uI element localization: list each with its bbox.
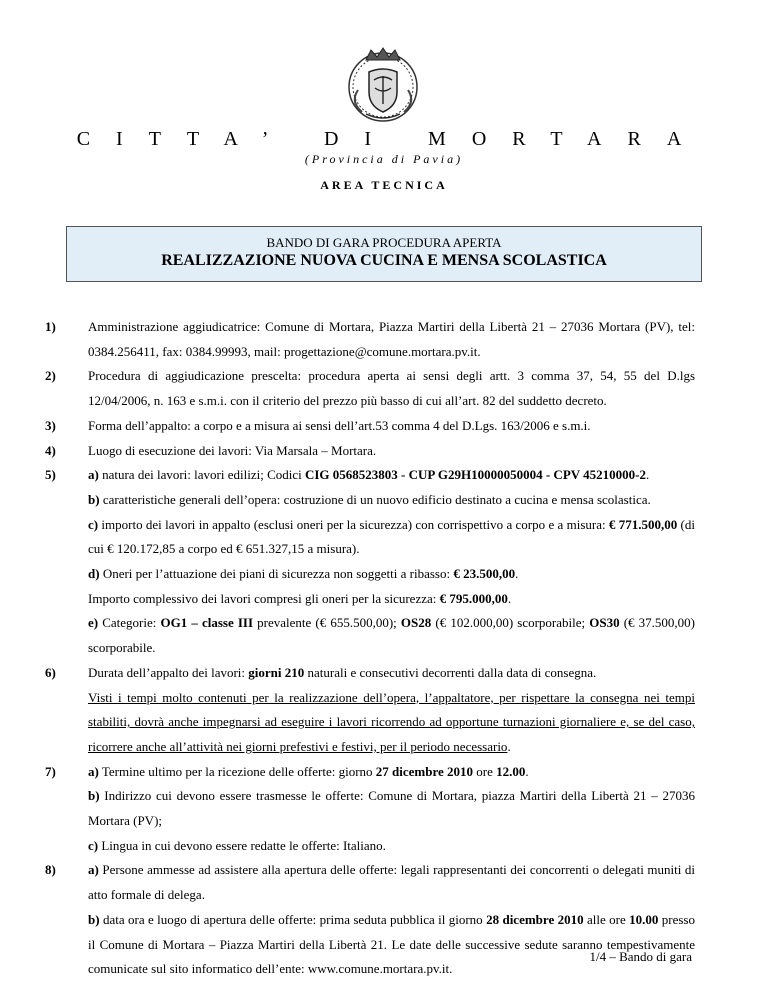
item-text: Luogo di esecuzione dei lavori: Via Marsala – Mortara. <box>88 442 377 458</box>
item-number: 5) <box>45 467 56 483</box>
item-text: a) natura dei lavori: lavori edilizi; Codici CIG 0568523803 - CUP G29H10000050004 - CPV 45210000-2. b) caratteristiche generali dell’opera: costruzione di un nuovo edificio destinato a cucina e mensa scolastica. c) importo dei lavori in appalto (esclusi oneri per la sicurezza) con corrispettivo a corpo e a misura: € 771.500,00 (di cui € 120.172,85 a corpo ed € 651.327,15 a misura). d) Oneri per l’attuazione dei piani di sicurezza non soggetti a ribasso: € 23.500,00. Importo complessivo dei lavori compresi gli oneri per la sicurezza: € 795.000,00. e) Categorie: OG1 – classe III prevalente (€ 655.500,00); OS28 (€ 102.000,00) scorporabile; OS30 (€ 37.500,00) scorporabile. <box>88 467 695 656</box>
tender-items-list <box>45 315 695 982</box>
department-name: AREA TECNICA <box>320 178 448 192</box>
list-item <box>45 439 695 464</box>
item-text: Procedura di aggiudicazione prescelta: procedura aperta ai sensi degli artt. 3 comma 37, 54, 55 del D.lgs 12/04/2006, n. 163 e s.m.i. con il criterio del prezzo più basso di cui all’art. 82 del suddetto decreto. <box>88 368 695 409</box>
list-item <box>45 760 695 859</box>
item-text: a) Termine ultimo per la ricezione delle offerte: giorno 27 dicembre 2010 ore 12.00. b) Indirizzo cui devono essere trasmesse le offerte: Comune di Mortara, piazza Martiri della Libertà 21 – 27036 Mortara (PV); c) Lingua in cui devono essere redatte le offerte: Italiano. <box>88 763 695 853</box>
page-footer: 1/4 – Bando di gara <box>589 949 692 964</box>
item-text: Forma dell’appalto: a corpo e a misura ai sensi dell’art.53 comma 4 del D.Lgs. 163/2006 e s.m.i. <box>88 417 591 433</box>
item-number: 2) <box>45 368 56 384</box>
province-name: (Provincia di Pavia) <box>304 152 464 166</box>
list-item <box>45 364 695 413</box>
tender-title: REALIZZAZIONE NUOVA CUCINA E MENSA SCOLASTICA <box>161 252 607 269</box>
tender-title-box <box>66 226 702 282</box>
tender-subtitle: BANDO DI GARA PROCEDURA APERTA <box>266 235 502 250</box>
item-number: 6) <box>45 664 56 680</box>
item-number: 8) <box>45 862 56 878</box>
city-name: CITTA’ DI MORTARA <box>76 128 708 150</box>
item-number: 1) <box>45 319 56 334</box>
item-number: 4) <box>45 442 56 458</box>
list-item <box>45 315 695 364</box>
item-number: 3) <box>45 417 56 433</box>
item-text: Amministrazione aggiudicatrice: Comune di Mortara, Piazza Martiri della Libertà 21 – 27036 Mortara (PV), tel: 0384.256411, fax: 0384.99993, mail: progettazione@comune.mortara.pv.it. <box>88 319 695 359</box>
item-text: a) Persone ammesse ad assistere alla apertura delle offerte: legali rappresentanti dei concorrenti o delegati muniti di atto formale di delega. b) data ora e luogo di apertura delle offerte: prima seduta pubblica il giorno 28 dicembre 2010 alle ore 10.00 presso il Comune di Mortara – Piazza Martiri della Libertà 21. Le date delle successive sedute saranno tempestivamente comunicate sul sito informatico dell’ente: www.comune.mortara.pv.it. <box>88 862 695 977</box>
list-item <box>45 463 695 661</box>
city-crest-logo <box>344 46 422 124</box>
item-text: Durata dell’appalto dei lavori: giorni 210 naturali e consecutivi decorrenti dalla data di consegna. Visti i tempi molto contenuti per la realizzazione dell’opera, l’appaltatore, per rispettare la consegna nei tempi stabiliti, dovrà anche impegnarsi ad eseguire i lavori ricorrendo ad opportune turnazioni giornaliere e, se del caso, ricorrere anche all’attività nei giorni prefestivi e festivi, per il periodo necessario. <box>88 664 695 754</box>
item-number: 7) <box>45 763 56 779</box>
list-item <box>45 414 695 439</box>
list-item <box>45 661 695 760</box>
